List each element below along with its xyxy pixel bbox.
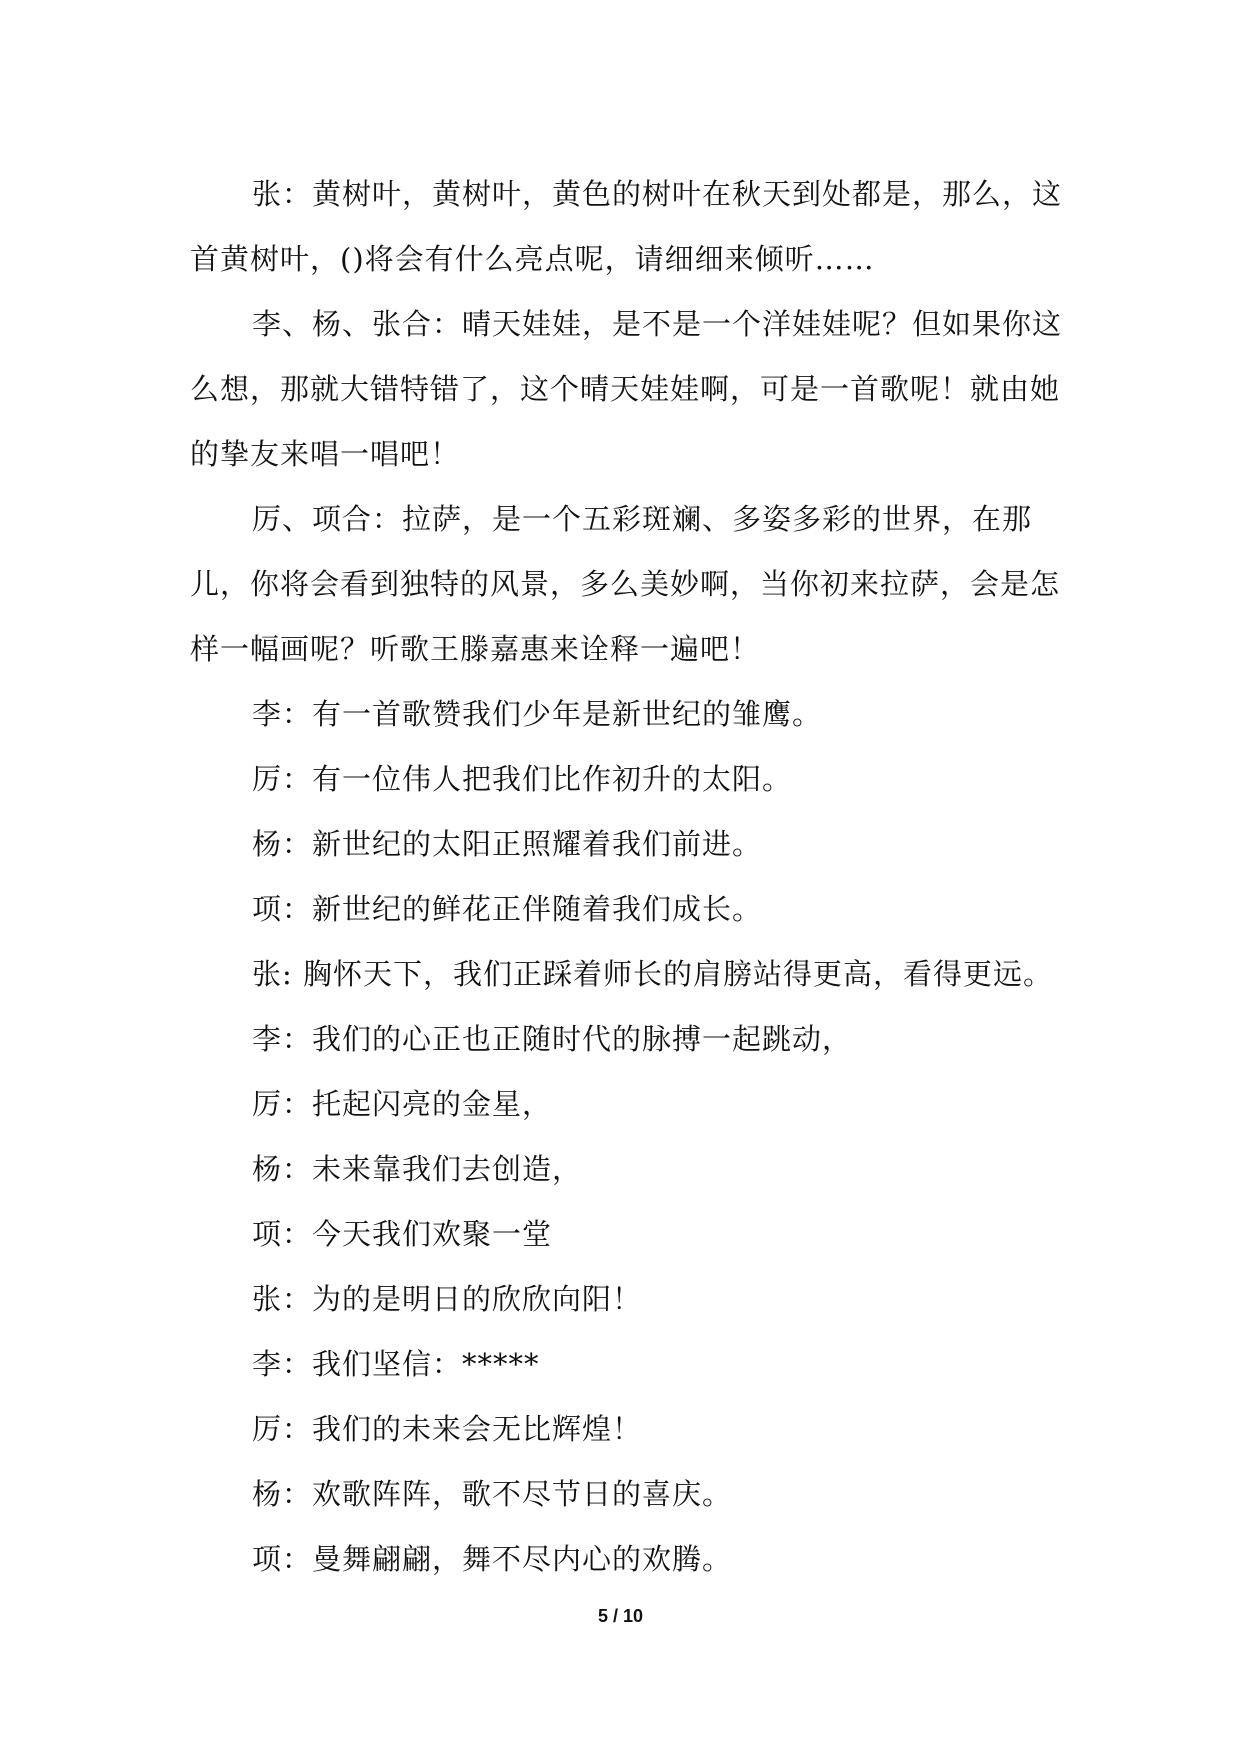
paragraph: 张: 胸怀天下，我们正踩着师长的肩膀站得更高，看得更远。 bbox=[252, 957, 1053, 991]
paragraph: 李：有一首歌赞我们少年是新世纪的雏鹰。 bbox=[252, 697, 823, 731]
paragraph: 项：曼舞翩翩，舞不尽内心的欢腾。 bbox=[252, 1542, 733, 1576]
paragraph: 李：我们的心正也正随时代的脉搏一起跳动， bbox=[252, 1022, 853, 1056]
paragraph: 厉：托起闪亮的金星， bbox=[252, 1087, 553, 1121]
paragraph: 李：我们坚信：***** bbox=[252, 1347, 540, 1381]
paragraph: 李、杨、张合：晴天娃娃，是不是一个洋娃娃呢？但如果你这么想，那就大错特错了，这个晴天娃娃啊，可是一首歌呢！就由她的挚友来唱一唱吧！ bbox=[190, 307, 1063, 471]
paragraph: 杨：未来靠我们去创造， bbox=[252, 1152, 583, 1186]
paragraph: 项：新世纪的鲜花正伴随着我们成长。 bbox=[252, 892, 763, 926]
page-number: 5 / 10 bbox=[597, 1606, 644, 1626]
paragraph: 厉：有一位伟人把我们比作初升的太阳。 bbox=[252, 762, 793, 796]
paragraph: 杨：新世纪的太阳正照耀着我们前进。 bbox=[252, 827, 763, 861]
paragraph: 张：黄树叶，黄树叶，黄色的树叶在秋天到处都是，那么，这首黄树叶，()将会有什么亮点呢，请细细来倾听…… bbox=[190, 177, 1063, 276]
paragraph: 杨：欢歌阵阵，歌不尽节日的喜庆。 bbox=[252, 1477, 733, 1511]
paragraph: 项：今天我们欢聚一堂 bbox=[252, 1217, 553, 1251]
paragraph: 厉、项合：拉萨，是一个五彩斑斓、多姿多彩的世界，在那儿，你将会看到独特的风景，多么美妙啊，当你初来拉萨，会是怎样一幅画呢？听歌王滕嘉惠来诠释一遍吧！ bbox=[190, 502, 1061, 666]
document-body bbox=[190, 162, 1070, 1592]
paragraph: 张：为的是明日的欣欣向阳！ bbox=[252, 1282, 643, 1316]
paragraph: 厉：我们的未来会无比辉煌！ bbox=[252, 1412, 643, 1446]
